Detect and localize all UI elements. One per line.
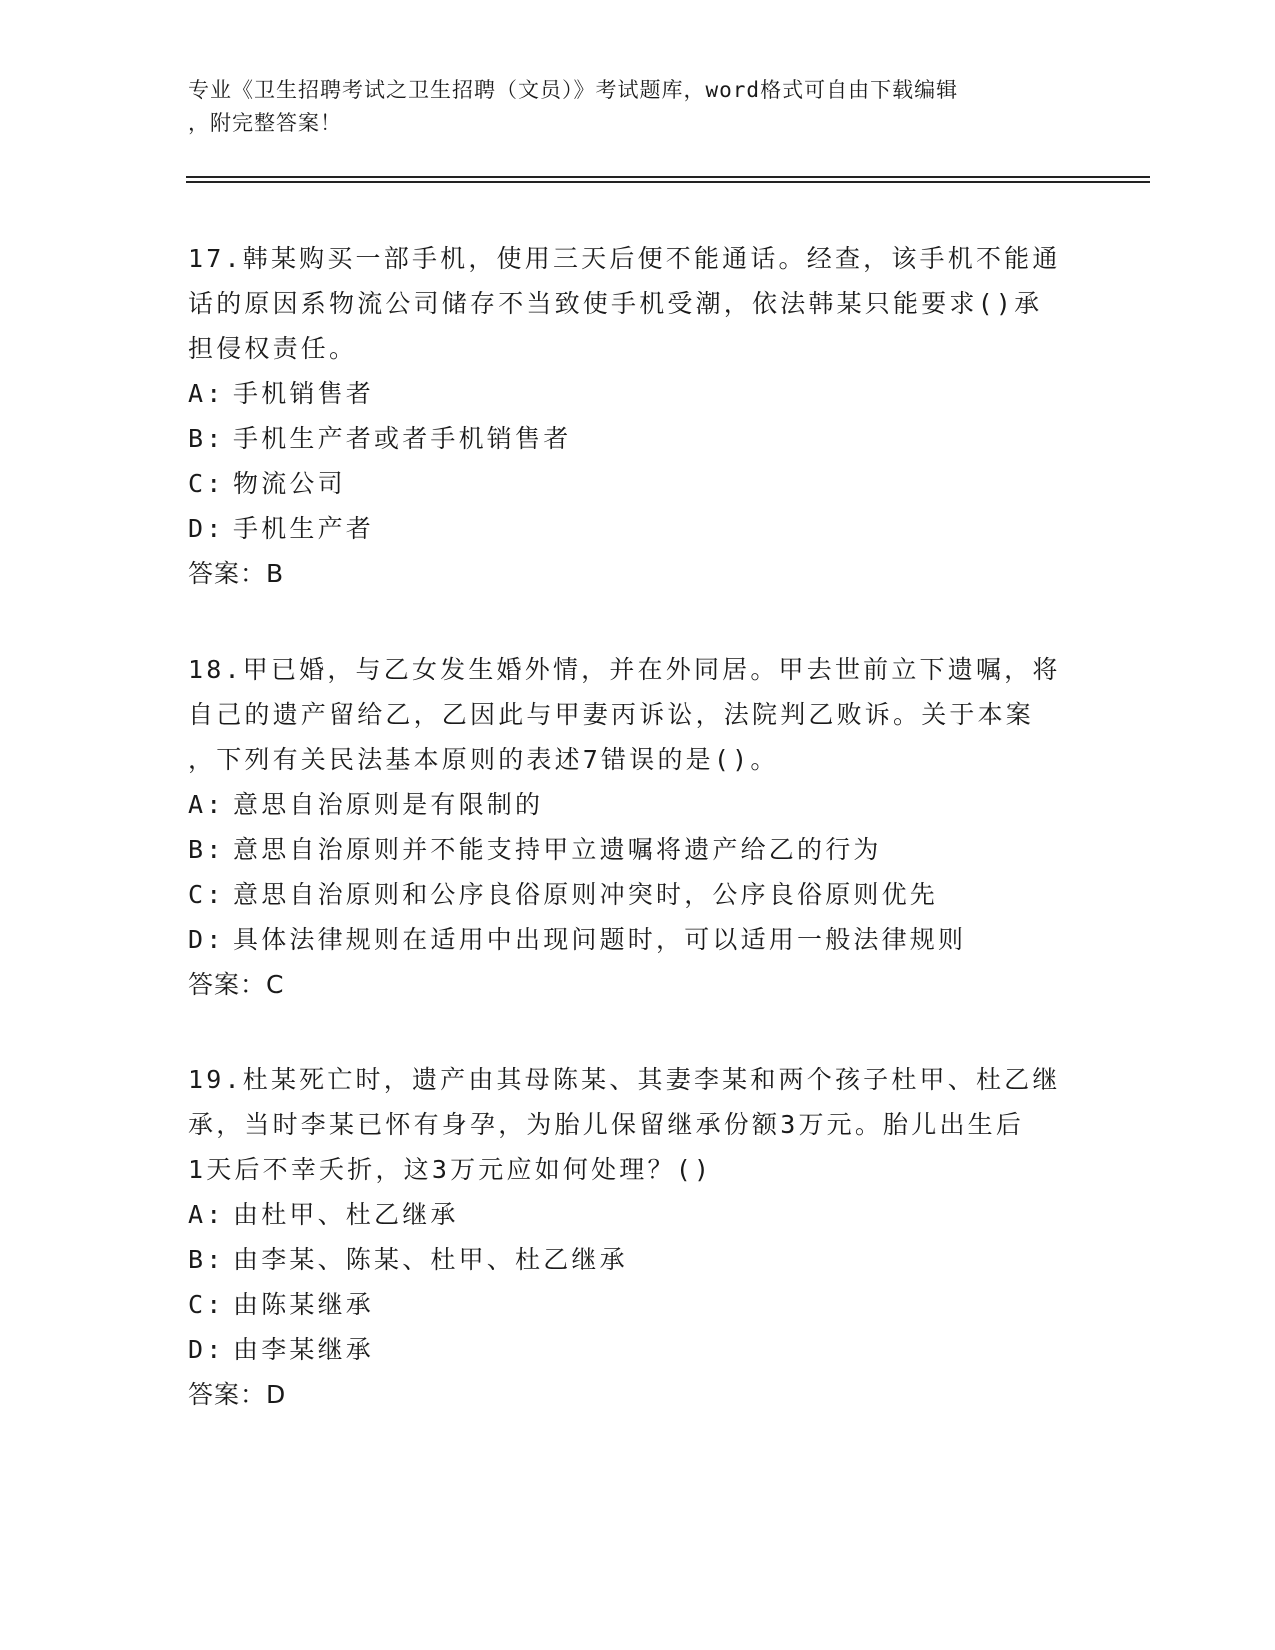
option-text: 由李某继承 — [233, 1335, 375, 1364]
option-a — [188, 1192, 1088, 1237]
option-key: D: — [188, 925, 225, 954]
option-c — [188, 1282, 1088, 1327]
stem-line: 17.韩某购买一部手机，使用三天后便不能通话。经查，该手机不能通 — [188, 244, 1061, 273]
option-text: 手机销售者 — [233, 379, 375, 408]
option-key: B: — [188, 835, 225, 864]
stem-line: 19.杜某死亡时，遗产由其母陈某、其妻李某和两个孩子杜甲、杜乙继 — [188, 1065, 1061, 1094]
stem-line: 承，当时李某已怀有身孕，为胎儿保留继承份额3万元。胎儿出生后 — [188, 1110, 1025, 1139]
option-text: 手机生产者 — [233, 514, 375, 543]
option-key: B: — [188, 424, 225, 453]
option-c — [188, 461, 1088, 506]
header-divider-bottom — [186, 181, 1150, 183]
option-key: C: — [188, 469, 225, 498]
header-line-1: 专业《卫生招聘考试之卫生招聘（文员）》考试题库，word格式可自由下载编辑 — [188, 78, 959, 102]
option-text: 物流公司 — [233, 469, 346, 498]
option-b — [188, 827, 1088, 872]
option-a — [188, 782, 1088, 827]
question-stem — [188, 647, 1088, 782]
option-text: 手机生产者或者手机销售者 — [233, 424, 572, 453]
question-17 — [188, 236, 1088, 596]
option-key: A: — [188, 1200, 225, 1229]
header-divider-top — [186, 176, 1150, 178]
option-key: D: — [188, 514, 225, 543]
option-key: B: — [188, 1245, 225, 1274]
document-header — [188, 74, 1088, 140]
option-c — [188, 872, 1088, 917]
option-text: 由陈某继承 — [233, 1290, 375, 1319]
option-d — [188, 1327, 1088, 1372]
option-a — [188, 371, 1088, 416]
header-line-2: ，附完整答案！ — [188, 111, 342, 135]
question-18 — [188, 647, 1088, 1007]
stem-line: 话的原因系物流公司储存不当致使手机受潮，依法韩某只能要求()承 — [188, 289, 1043, 318]
stem-line: 担侵权责任。 — [188, 334, 358, 363]
question-stem — [188, 236, 1088, 371]
answer-line: 答案：C — [188, 970, 285, 999]
option-text: 由杜甲、杜乙继承 — [233, 1200, 459, 1229]
option-d — [188, 506, 1088, 551]
stem-line: 1天后不幸夭折，这3万元应如何处理？() — [188, 1155, 713, 1184]
question-stem — [188, 1057, 1088, 1192]
option-key: D: — [188, 1335, 225, 1364]
answer-line: 答案：D — [188, 1380, 287, 1409]
stem-line: 自己的遗产留给乙，乙因此与甲妻丙诉讼，法院判乙败诉。关于本案 — [188, 700, 1035, 729]
option-text: 由李某、陈某、杜甲、杜乙继承 — [233, 1245, 628, 1274]
option-b — [188, 1237, 1088, 1282]
stem-line: ，下列有关民法基本原则的表述7错误的是()。 — [188, 745, 779, 774]
option-text: 具体法律规则在适用中出现问题时，可以适用一般法律规则 — [233, 925, 967, 954]
option-key: C: — [188, 880, 225, 909]
option-text: 意思自治原则和公序良俗原则冲突时，公序良俗原则优先 — [233, 880, 939, 909]
option-key: A: — [188, 379, 225, 408]
option-text: 意思自治原则并不能支持甲立遗嘱将遗产给乙的行为 — [233, 835, 882, 864]
stem-line: 18.甲已婚，与乙女发生婚外情，并在外同居。甲去世前立下遗嘱，将 — [188, 655, 1061, 684]
option-key: C: — [188, 1290, 225, 1319]
option-b — [188, 416, 1088, 461]
option-text: 意思自治原则是有限制的 — [233, 790, 544, 819]
option-key: A: — [188, 790, 225, 819]
option-d — [188, 917, 1088, 962]
answer-line: 答案：B — [188, 559, 285, 588]
question-19 — [188, 1057, 1088, 1417]
